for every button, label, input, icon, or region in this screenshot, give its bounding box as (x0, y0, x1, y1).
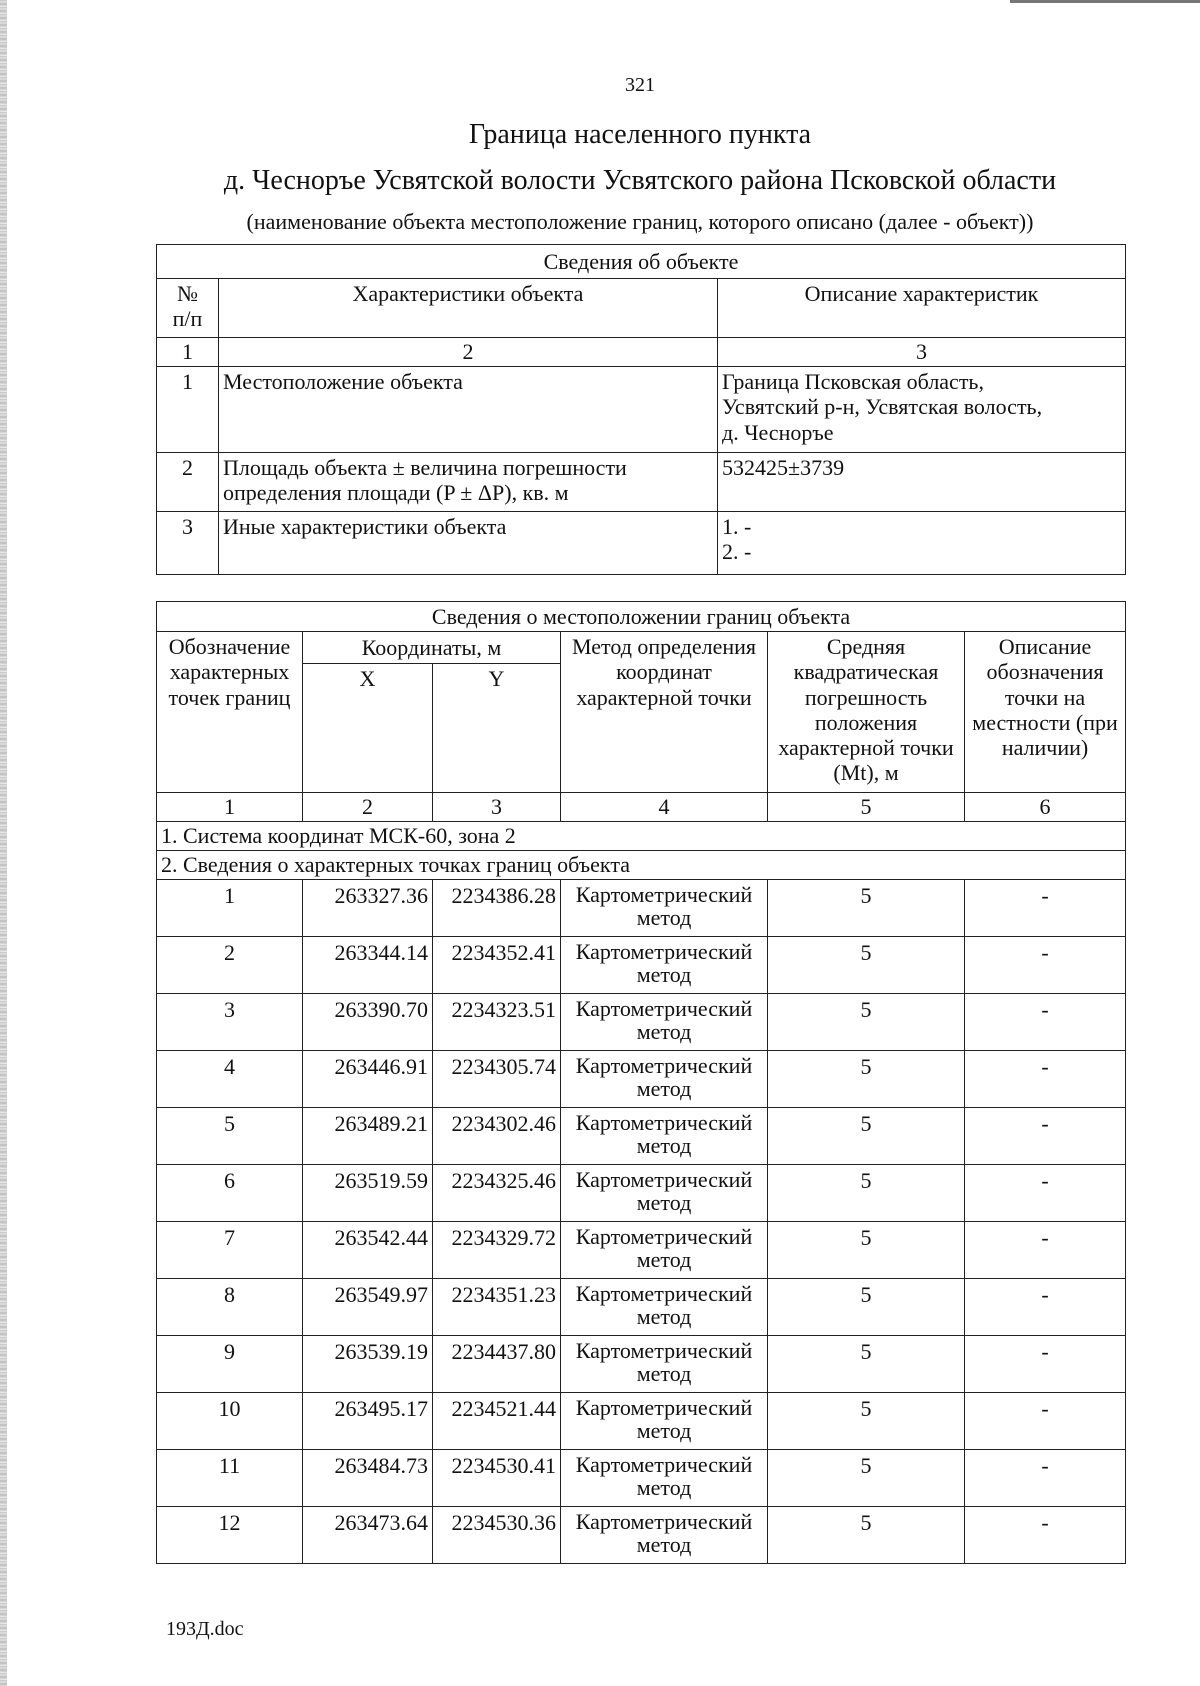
points-body (157, 880, 1126, 1564)
point-method: Картометрический метод (561, 1051, 768, 1108)
point-x: 263484.73 (303, 1450, 433, 1507)
point-y: 2234325.46 (433, 1165, 561, 1222)
point-description: - (965, 1279, 1126, 1336)
point-accuracy: 5 (768, 880, 965, 937)
row-number: 2 (157, 453, 219, 512)
header-row-number: № п/п (157, 279, 219, 338)
point-y: 2234352.41 (433, 937, 561, 994)
point-description: - (965, 1222, 1126, 1279)
point-accuracy: 5 (768, 1393, 965, 1450)
point-method: Картометрический метод (561, 1222, 768, 1279)
object-table-caption-row (157, 245, 1126, 279)
point-y: 2234329.72 (433, 1222, 561, 1279)
point-description: - (965, 937, 1126, 994)
point-method: Картометрический метод (561, 937, 768, 994)
point-y: 2234437.80 (433, 1336, 561, 1393)
characteristic-cell: Местоположение объекта (219, 367, 718, 453)
object-table-caption: Сведения об объекте (157, 245, 1126, 279)
point-y: 2234351.23 (433, 1279, 561, 1336)
table-row (157, 880, 1126, 937)
table-row (157, 1279, 1126, 1336)
point-number: 1 (157, 880, 303, 937)
point-number: 2 (157, 937, 303, 994)
point-method: Картометрический метод (561, 1165, 768, 1222)
column-number: 3 (718, 338, 1126, 367)
table-row (157, 937, 1126, 994)
object-name-caption: (наименование объекта местоположение границ, которого описано (далее - объект)) (246, 209, 1034, 234)
point-description: - (965, 1108, 1126, 1165)
header-description: Описание обозначения точки на местности (при наличии) (965, 632, 1126, 793)
column-number: 1 (157, 793, 303, 822)
table-row (157, 1507, 1126, 1564)
point-y: 2234386.28 (433, 880, 561, 937)
point-x: 263519.59 (303, 1165, 433, 1222)
table-row (157, 1165, 1126, 1222)
header-characteristic: Характеристики объекта (219, 279, 718, 338)
page-number: 321 (625, 74, 655, 96)
object-info-table (156, 244, 1126, 575)
coordinate-system: 1. Система координат МСК-60, зона 2 (157, 822, 1126, 851)
point-method: Картометрический метод (561, 880, 768, 937)
description-cell (718, 367, 1126, 453)
object-table-row (157, 367, 1126, 453)
point-description: - (965, 1336, 1126, 1393)
description-line: Граница Псковская область, (722, 369, 984, 394)
table-row (157, 1450, 1126, 1507)
point-description: - (965, 1393, 1126, 1450)
description-line: Усвятский р-н, Усвятская волость, (722, 394, 1043, 420)
point-number: 8 (157, 1279, 303, 1336)
point-description: - (965, 880, 1126, 937)
table-row (157, 994, 1126, 1051)
object-table-row (157, 512, 1126, 575)
point-number: 7 (157, 1222, 303, 1279)
point-number: 6 (157, 1165, 303, 1222)
point-accuracy: 5 (768, 1279, 965, 1336)
object-table-header-row (157, 279, 1126, 338)
point-x: 263473.64 (303, 1507, 433, 1564)
column-number: 6 (965, 793, 1126, 822)
table-row (157, 1336, 1126, 1393)
description-line: д. Чесноръе (722, 419, 834, 445)
header-description: Описание характеристик (718, 279, 1126, 338)
point-accuracy: 5 (768, 1108, 965, 1165)
characteristic-line: определения площади (P ± ΔP), кв. м (223, 480, 569, 506)
point-method: Картометрический метод (561, 1108, 768, 1165)
point-description: - (965, 1051, 1126, 1108)
description-cell: 532425±3739 (718, 453, 1126, 512)
characteristic-cell (219, 453, 718, 512)
point-accuracy: 5 (768, 1051, 965, 1108)
point-accuracy: 5 (768, 1507, 965, 1564)
point-accuracy: 5 (768, 1336, 965, 1393)
point-method: Картометрический метод (561, 1336, 768, 1393)
column-number: 2 (219, 338, 718, 367)
point-number: 9 (157, 1336, 303, 1393)
point-x: 263549.97 (303, 1279, 433, 1336)
point-accuracy: 5 (768, 937, 965, 994)
points-section-row (157, 851, 1126, 880)
point-x: 263446.91 (303, 1051, 433, 1108)
point-method: Картометрический метод (561, 1279, 768, 1336)
table-row (157, 1108, 1126, 1165)
coordinate-system-row (157, 822, 1126, 851)
characteristic-line: Площадь объекта ± величина погрешности (223, 455, 627, 480)
point-description: - (965, 1165, 1126, 1222)
point-accuracy: 5 (768, 1165, 965, 1222)
scan-edge-top (1010, 0, 1200, 3)
point-x: 263495.17 (303, 1393, 433, 1450)
point-y: 2234305.74 (433, 1051, 561, 1108)
point-description: - (965, 1507, 1126, 1564)
point-method: Картометрический метод (561, 1450, 768, 1507)
point-method: Картометрический метод (561, 994, 768, 1051)
point-method: Картометрический метод (561, 1393, 768, 1450)
point-description: - (965, 994, 1126, 1051)
table-row (157, 1393, 1126, 1450)
point-x: 263327.36 (303, 880, 433, 937)
point-y: 2234521.44 (433, 1393, 561, 1450)
points-table-number-row (157, 793, 1126, 822)
column-number: 5 (768, 793, 965, 822)
point-description: - (965, 1450, 1126, 1507)
column-number: 4 (561, 793, 768, 822)
point-y: 2234323.51 (433, 994, 561, 1051)
point-method: Картометрический метод (561, 1507, 768, 1564)
point-number: 3 (157, 994, 303, 1051)
point-y: 2234530.36 (433, 1507, 561, 1564)
boundary-points-table (156, 601, 1126, 1564)
header-x: X (303, 664, 433, 793)
description-cell (718, 512, 1126, 575)
points-table-caption: Сведения о местоположении границ объекта (157, 602, 1126, 632)
points-table-caption-row (157, 602, 1126, 632)
point-accuracy: 5 (768, 994, 965, 1051)
header-accuracy: Средняя квадратическая погрешность положения характерной точки (Mt), м (768, 632, 965, 793)
point-accuracy: 5 (768, 1222, 965, 1279)
column-number: 2 (303, 793, 433, 822)
description-line: 1. - (722, 514, 752, 539)
point-accuracy: 5 (768, 1450, 965, 1507)
header-coordinates: Координаты, м (303, 632, 561, 664)
point-x: 263390.70 (303, 994, 433, 1051)
point-y: 2234302.46 (433, 1108, 561, 1165)
point-x: 263489.21 (303, 1108, 433, 1165)
point-number: 12 (157, 1507, 303, 1564)
characteristic-cell: Иные характеристики объекта (219, 512, 718, 575)
point-y: 2234530.41 (433, 1450, 561, 1507)
header-y: Y (433, 664, 561, 793)
column-number: 1 (157, 338, 219, 367)
header-designation: Обозначение характерных точек границ (157, 632, 303, 793)
table-row (157, 1051, 1126, 1108)
document-subtitle: д. Чесноръе Усвятской волости Усвятского района Псковской области (223, 165, 1057, 196)
document-title: Граница населенного пункта (468, 119, 812, 150)
row-number: 3 (157, 512, 219, 575)
point-number: 11 (157, 1450, 303, 1507)
point-number: 4 (157, 1051, 303, 1108)
description-line: 2. - (722, 539, 752, 565)
row-number: 1 (157, 367, 219, 453)
points-table-header-row (157, 632, 1126, 664)
point-number: 10 (157, 1393, 303, 1450)
point-x: 263344.14 (303, 937, 433, 994)
scan-edge-left (0, 0, 7, 1686)
column-number: 3 (433, 793, 561, 822)
point-x: 263539.19 (303, 1336, 433, 1393)
object-table-number-row (157, 338, 1126, 367)
table-row (157, 1222, 1126, 1279)
point-number: 5 (157, 1108, 303, 1165)
header-method: Метод определения координат характерной точки (561, 632, 768, 793)
footer-file-name: 193Д.doc (166, 1618, 244, 1640)
object-table-row (157, 453, 1126, 512)
points-section-title: 2. Сведения о характерных точках границ объекта (157, 851, 1126, 880)
point-x: 263542.44 (303, 1222, 433, 1279)
